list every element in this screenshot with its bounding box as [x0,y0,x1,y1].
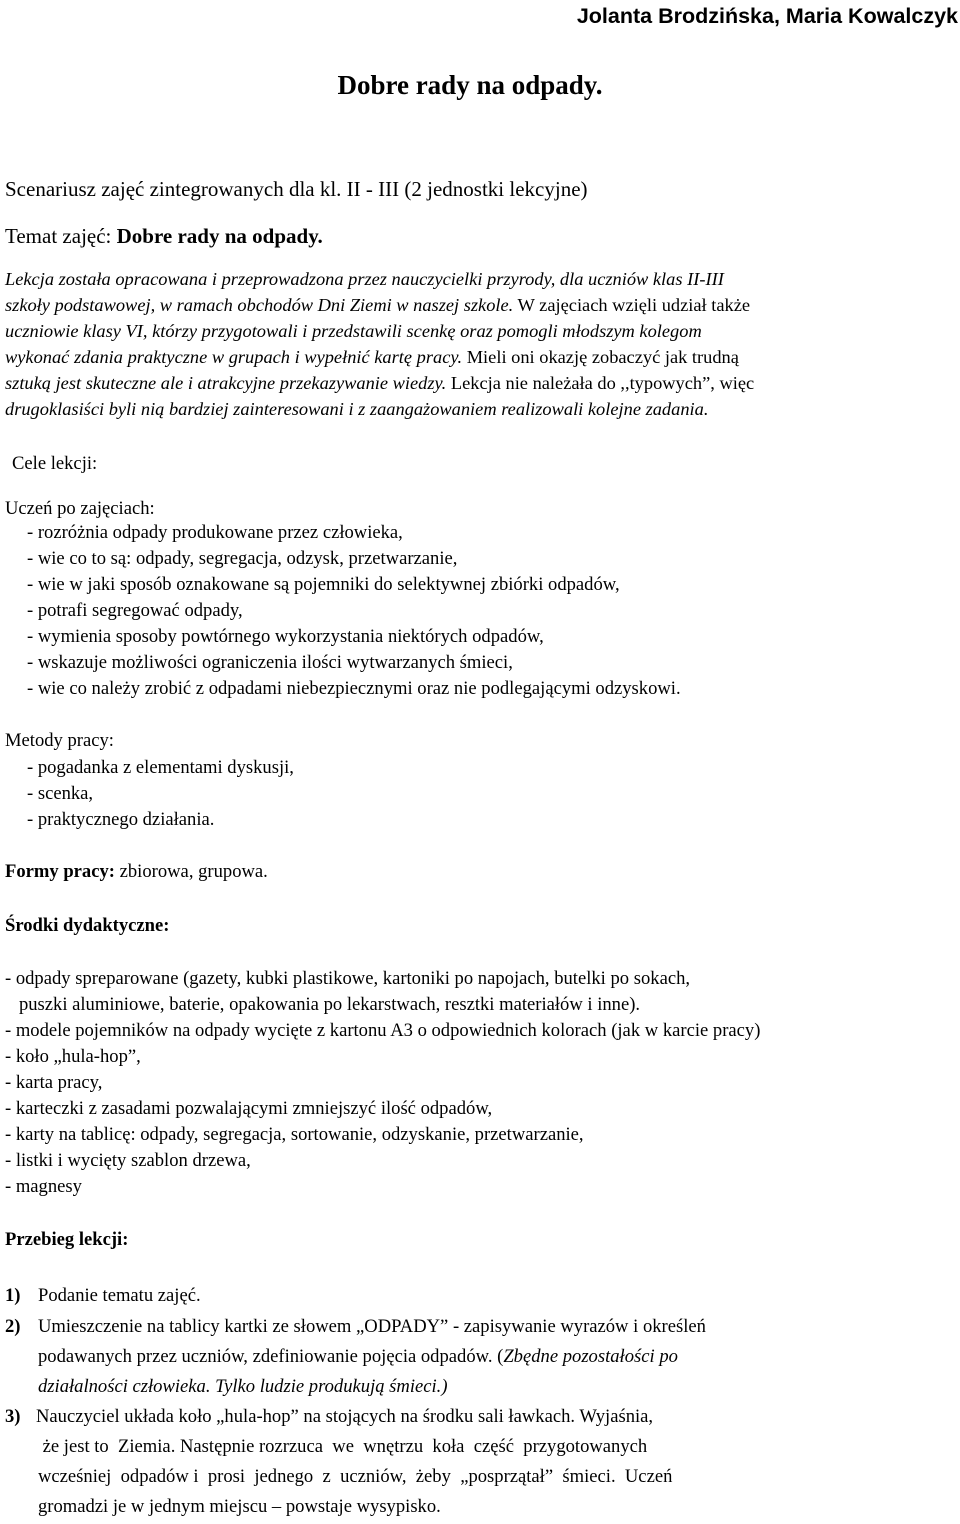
forms-line [5,859,268,885]
resource-item: - karta pracy, [5,1072,103,1093]
step-number: 3) [5,1406,21,1427]
forms-value: zbiorowa, grupowa. [114,861,268,882]
goal-item: - wskazuje możliwości ograniczenia ilości wytwarzanych śmieci, [27,652,513,673]
course-heading: Przebieg lekcji: [5,1229,129,1250]
topic-value: Dobre rady na odpady. [116,224,323,248]
course-step-1 [5,1283,21,1309]
method-item: - scenka, [27,783,94,804]
step-number: 1) [5,1285,21,1306]
resource-item: - odpady spreparowane (gazety, kubki plastikowe, kartoniki po napojach, butelki po sokach, [5,968,691,989]
resource-item: - karty na tablicę: odpady, segregacja, sortowanie, odzyskanie, przetwarzanie, [5,1124,584,1145]
step-line: Nauczyciel układa koło „hula-hop” na stojących na środku sali ławkach. Wyjaśnia, [36,1406,654,1427]
topic-label: Temat zajęć: [5,224,117,248]
step-number: 2) [5,1316,21,1337]
goal-item: - wie co to są: odpady, segregacja, odzysk, przetwarzanie, [27,548,458,569]
resource-item: - koło „hula-hop”, [5,1046,141,1067]
forms-heading: Formy pracy: [5,861,115,882]
step-line: podawanych przez uczniów, zdefiniowanie pojęcia odpadów. (Zbędne pozostałości po [38,1346,678,1367]
goal-item: - wie w jaki sposób oznakowane są pojemniki do selektywnej zbiórki odpadów, [27,574,620,595]
step-line: Podanie tematu zajęć. [38,1285,201,1306]
intro-paragraph [5,266,950,422]
goal-item: - wie co należy zrobić z odpadami niebezpiecznymi oraz nie podlegającymi odzyskowi. [27,678,681,699]
step-line: działalności człowieka. Tylko ludzie produkują śmieci.) [38,1376,448,1397]
step-line: gromadzi je w jednym miejscu – powstaje wysypisko. [38,1496,441,1517]
goals-heading: Cele lekcji: [12,453,98,474]
goal-item: - potrafi segregować odpady, [27,600,243,621]
resources-heading: Środki dydaktyczne: [5,915,170,936]
intro-line: wykonać zdania praktyczne w grupach i wypełnić kartę pracy. Mieli oni okazję zobaczyć jak trudną [5,347,739,367]
intro-line: drugoklasiści byli nią bardziej zainteresowani i z zaangażowaniem realizowali kolejne zadania. [5,399,709,419]
intro-line: uczniowie klasy VI, którzy przygotowali i przedstawili scenkę oraz pomogli młodszym kolegom [5,321,702,341]
course-step-3 [5,1404,21,1430]
resource-item: puszki aluminiowe, baterie, opakowania po lekarstwach, resztki materiałów i inne). [5,994,641,1015]
intro-line: szkoły podstawowej, w ramach obchodów Dni Ziemi w naszej szkole. W zajęciach wzięli udział także [5,295,751,315]
step-line: wcześniej odpadów i prosi jednego z uczniów, żeby „posprzątał” śmieci. Uczeń [38,1466,673,1487]
resource-item: - karteczki z zasadami pozwalającymi zmniejszyć ilość odpadów, [5,1098,493,1119]
scenario-line: Scenariusz zajęć zintegrowanych dla kl. II - III (2 jednostki lekcyjne) [5,177,588,201]
document-title: Dobre rady na odpady. [337,70,603,100]
methods-heading: Metody pracy: [5,730,114,751]
method-item: - pogadanka z elementami dyskusji, [27,757,294,778]
step-line: że jest to Ziemia. Następnie rozrzuca we wnętrzu koła część przygotowanych [38,1436,648,1457]
goal-item: - rozróżnia odpady produkowane przez człowieka, [27,522,403,543]
intro-line: Lekcja została opracowana i przeprowadzona przez nauczycielki przyrody, dla uczniów klas II-III [5,269,724,289]
course-step-2 [5,1314,21,1340]
step-line: Umieszczenie na tablicy kartki ze słowem „ODPADY” - zapisywanie wyrazów i określeń [38,1316,706,1337]
intro-line: sztuką jest skuteczne ale i atrakcyjne przekazywanie wiedzy. Lekcja nie należała do ,,typowych”, więc [5,373,755,393]
authors: Jolanta Brodzińska, Maria Kowalczyk [576,4,958,28]
goals-lead: Uczeń po zajęciach: [5,498,155,519]
resource-item: - modele pojemników na odpady wycięte z kartonu A3 o odpowiednich kolorach (jak w karcie pracy) [5,1020,761,1041]
goal-item: - wymienia sposoby powtórnego wykorzystania niektórych odpadów, [27,626,544,647]
method-item: - praktycznego działania. [27,809,215,830]
topic-line [5,222,323,250]
resource-item: - listki i wycięty szablon drzewa, [5,1150,251,1171]
step-italic: Zbędne pozostałości po [503,1346,678,1367]
resource-item: - magnesy [5,1176,82,1197]
